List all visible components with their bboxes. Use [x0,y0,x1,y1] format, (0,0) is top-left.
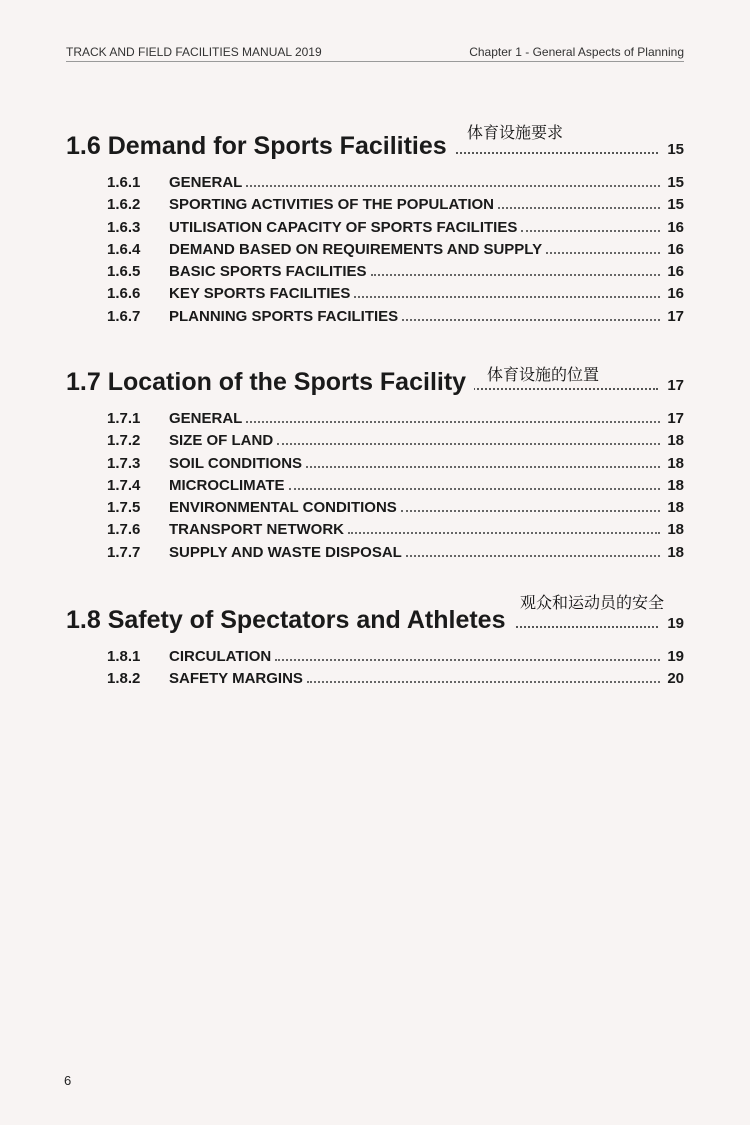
entry-title: KEY SPORTS FACILITIES [169,285,351,303]
leader-dots [401,510,660,512]
leader-dots [289,488,660,490]
toc-entry[interactable] [66,475,684,497]
entry-title: MICROCLIMATE [169,476,285,494]
toc-entry[interactable] [66,497,684,519]
toc-entry-list [66,646,684,691]
header-chapter-title: Chapter 1 - General Aspects of Planning [469,45,684,59]
toc-entry-list [66,172,684,328]
leader-dots [306,466,660,468]
entry-number: 1.6.2 [107,196,141,214]
leader-dots [546,252,660,254]
toc-entry[interactable] [66,453,684,475]
entry-page: 17 [667,410,684,427]
toc-entry-list [66,408,684,564]
leader-dots [277,443,660,445]
leader-dots [371,274,660,276]
entry-number: 1.7.5 [107,499,141,517]
entry-title: GENERAL [169,174,243,191]
toc-entry[interactable] [66,542,684,564]
entry-number: 1.6.3 [107,218,141,236]
toc-entry[interactable] [66,408,684,430]
leader-dots [348,532,660,534]
page-number: 6 [64,1073,72,1088]
toc-entry[interactable] [66,430,684,452]
leader-dots [354,296,660,298]
entry-number: 1.6.1 [107,174,141,191]
toc-entry[interactable] [66,217,684,239]
entry-number: 1.7.2 [107,432,141,450]
leader-dots [498,207,660,209]
entry-page: 18 [667,454,684,472]
entry-page: 18 [667,499,684,517]
section-page: 15 [667,141,684,158]
entry-title: SUPPLY AND WASTE DISPOSAL [169,543,402,561]
entry-page: 18 [667,432,684,450]
entry-title: TRANSPORT NETWORK [169,521,344,539]
entry-page: 18 [667,476,684,494]
leader-dots [402,319,660,321]
toc-entry[interactable] [66,668,684,690]
toc-entry[interactable] [66,283,684,305]
section-heading-row [66,123,684,160]
leader-dots [406,555,660,557]
entry-title: SPORTING ACTIVITIES OF THE POPULATION [169,196,495,214]
toc-entry[interactable] [66,261,684,283]
section-leader-dots [452,152,658,154]
section-page: 17 [667,377,684,394]
entry-number: 1.6.7 [107,307,141,325]
toc-entry[interactable] [66,519,684,541]
entry-page: 18 [667,543,684,561]
entry-number: 1.6.4 [107,240,141,258]
section-title[interactable]: 1.7 Location of the Sports Facility [66,368,474,396]
entry-title: SAFETY MARGINS [169,670,303,688]
section-leader-dots [516,626,658,628]
section-chinese-annotation: 体育设施要求 [467,123,564,142]
toc-section [66,123,684,328]
entry-page: 15 [667,196,684,214]
entry-number: 1.6.6 [107,285,141,303]
toc-entry[interactable] [66,172,684,194]
leader-dots [246,421,660,423]
leader-dots [246,185,660,187]
entry-number: 1.7.6 [107,521,141,539]
toc-section [66,362,684,564]
entry-page: 20 [667,670,684,688]
leader-dots [307,681,660,683]
entry-page: 19 [667,648,684,665]
entry-page: 16 [667,218,684,236]
entry-page: 16 [667,263,684,281]
entry-title: SOIL CONDITIONS [169,454,303,472]
entry-page: 15 [667,174,684,191]
section-title[interactable]: 1.8 Safety of Spectators and Athletes [66,606,513,634]
entry-page: 16 [667,285,684,303]
entry-title: GENERAL [169,410,243,427]
toc-entry[interactable] [66,646,684,668]
section-title[interactable]: 1.6 Demand for Sports Facilities [66,132,455,160]
section-page: 19 [667,615,684,632]
entry-page: 17 [667,307,684,325]
section-leader-dots [470,388,658,390]
toc-section [66,593,684,691]
entry-title: PLANNING SPORTS FACILITIES [169,307,399,325]
entry-title: BASIC SPORTS FACILITIES [169,263,367,281]
toc-entry[interactable] [66,239,684,261]
entry-title: UTILISATION CAPACITY OF SPORTS FACILITIES [169,218,518,236]
section-chinese-annotation: 体育设施的位置 [487,365,600,384]
entry-number: 1.6.5 [107,263,141,281]
entry-number: 1.7.3 [107,454,141,472]
entry-number: 1.8.1 [107,648,141,665]
entry-page: 16 [667,240,684,258]
entry-title: CIRCULATION [169,648,272,665]
entry-title: ENVIRONMENTAL CONDITIONS [169,499,397,517]
entry-page: 18 [667,521,684,539]
entry-title: DEMAND BASED ON REQUIREMENTS AND SUPPLY [169,240,543,258]
header-manual-title: TRACK AND FIELD FACILITIES MANUAL 2019 [66,45,322,59]
section-heading-row [66,362,684,396]
entry-number: 1.7.1 [107,410,141,427]
toc-entry[interactable] [66,194,684,216]
section-chinese-annotation: 观众和运动员的安全 [520,593,665,612]
leader-dots [521,230,660,232]
leader-dots [275,659,660,661]
entry-number: 1.7.7 [107,543,141,561]
entry-number: 1.7.4 [107,476,141,494]
entry-number: 1.8.2 [107,670,141,688]
toc-entry[interactable] [66,306,684,328]
running-header [66,43,684,62]
section-heading-row [66,593,684,634]
entry-title: SIZE OF LAND [169,432,274,450]
